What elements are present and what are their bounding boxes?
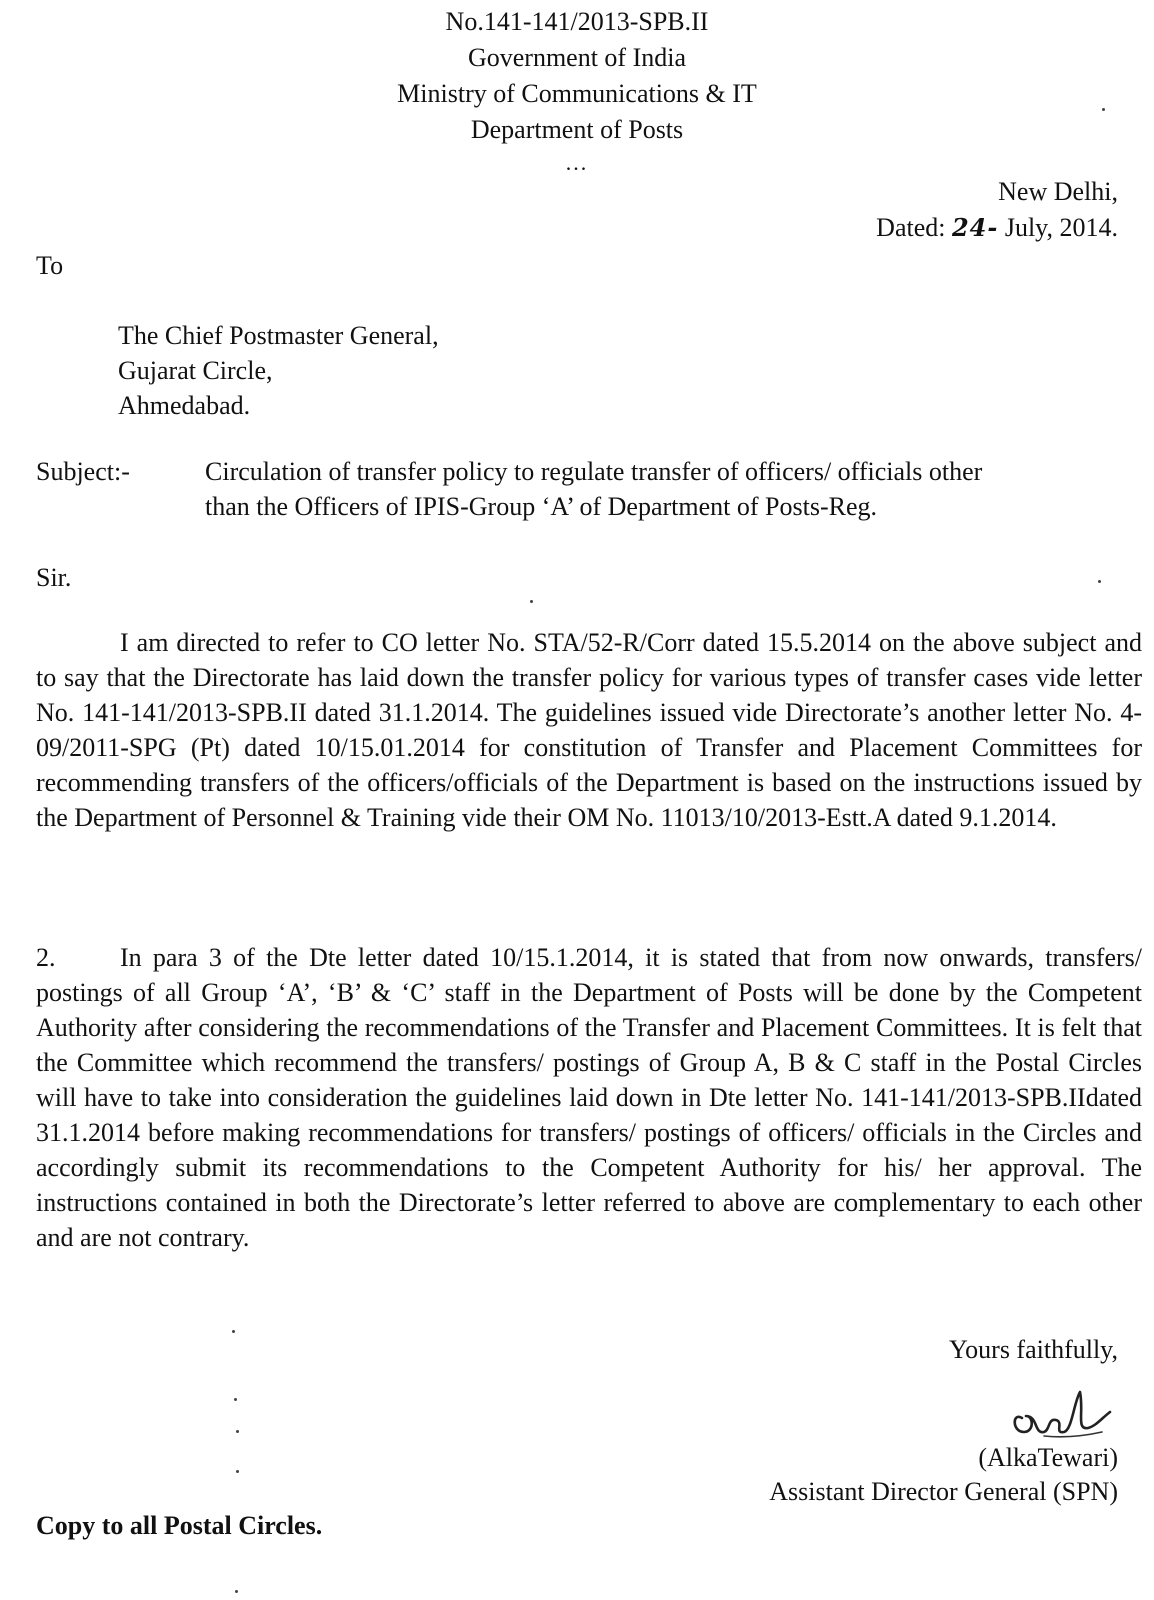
scan-speck bbox=[232, 1330, 235, 1333]
scan-speck bbox=[234, 1398, 237, 1401]
signer-designation: Assistant Director General (SPN) bbox=[769, 1477, 1118, 1506]
paragraph-1: I am directed to refer to CO letter No. STA/52-R/Corr dated 15.5.2014 on the above subject and to say that the Directorate has laid down the transfer policy for various types of transfer cases vide letter No. 141-141/2013-SPB.II dated 31.1.2014. The guidelines issued vide Directorate’s another letter No. 4-09/2011-SPG (Pt) dated 10/15.01.2014 for constitution of Transfer and Placement Committees for recommending transfers of the officers/officials of the Department is based on the instructions issued by the Department of Personnel & Training vide their OM No. 11013/10/2013-Estt.A dated 9.1.2014. bbox=[36, 628, 1142, 832]
date-line bbox=[876, 210, 1118, 246]
signature-icon bbox=[1004, 1382, 1114, 1444]
file-number: No.141-141/2013-SPB.II bbox=[445, 7, 709, 36]
subject-label: Subject:- bbox=[36, 457, 130, 486]
paragraph-2 bbox=[36, 940, 1142, 1255]
ministry-name: Ministry of Communications & IT bbox=[397, 79, 757, 108]
letterhead bbox=[0, 4, 1154, 174]
department-name: Department of Posts bbox=[470, 115, 684, 144]
addressee-line-3: Ahmedabad. bbox=[118, 391, 251, 420]
scan-speck bbox=[1102, 108, 1105, 111]
header-separator: ... bbox=[565, 150, 589, 175]
place: New Delhi, bbox=[998, 177, 1118, 206]
salutation: Sir. bbox=[36, 563, 72, 592]
scan-speck bbox=[530, 600, 533, 603]
to-label: To bbox=[36, 251, 64, 280]
scan-speck bbox=[236, 1430, 239, 1433]
addressee-block bbox=[118, 318, 439, 423]
copy-to-line: Copy to all Postal Circles. bbox=[36, 1511, 323, 1540]
paragraph-2-number: 2. bbox=[36, 943, 56, 972]
addressee-line-1: The Chief Postmaster General, bbox=[118, 321, 439, 350]
addressee-line-2: Gujarat Circle, bbox=[118, 356, 273, 385]
subject-text bbox=[205, 454, 1145, 524]
subject-line-2: than the Officers of IPIS-Group ‘A’ of Department of Posts-Reg. bbox=[205, 492, 878, 521]
scan-speck bbox=[1098, 580, 1101, 583]
date-day-handwritten: 24- bbox=[951, 213, 999, 242]
government-name: Government of India bbox=[467, 43, 687, 72]
valediction: Yours faithfully, bbox=[948, 1335, 1118, 1364]
place-and-date bbox=[876, 174, 1118, 246]
scan-speck bbox=[236, 1470, 239, 1473]
scan-speck bbox=[235, 1590, 238, 1593]
subject-line-1: Circulation of transfer policy to regulate transfer of officers/ officials other bbox=[205, 457, 983, 486]
signer-name: (AlkaTewari) bbox=[978, 1443, 1118, 1472]
date-rest: July, 2014. bbox=[1004, 213, 1118, 242]
paragraph-2-text: In para 3 of the Dte letter dated 10/15.1.2014, it is stated that from now onwards, transfers/ postings of all Group ‘A’, ‘B’ & ‘C’ staff in the Department of Posts will be done by the Competent Authority after considering the recommendations of the Transfer and Placement Committees. It is felt that the Committee which recommend the transfers/ postings of Group A, B & C staff in the Postal Circles will have to take into consideration the guidelines laid down in Dte letter No. 141-141/2013-SPB.IIdated 31.1.2014 before making recommendations for transfers/ postings of officers/ officials in the Circles and accordingly submit its recommendations to the Competent Authority for his/ her approval. The instructions contained in both the Directorate’s letter referred to above are complementary to each other and are not contrary. bbox=[36, 943, 1142, 1252]
date-label: Dated: bbox=[876, 213, 946, 242]
